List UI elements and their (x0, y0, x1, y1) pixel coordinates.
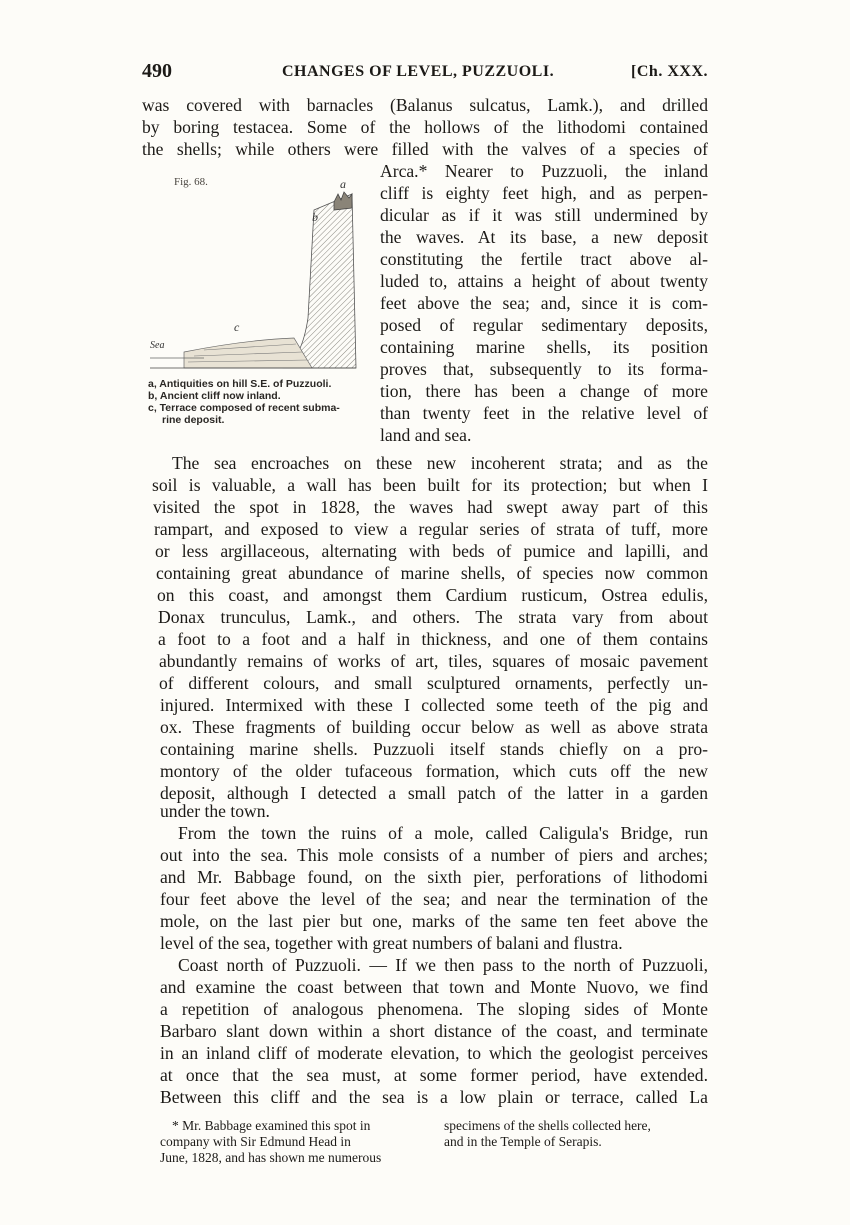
text-line: feet above the sea; and, since it is com- (380, 293, 708, 313)
text-line: Arca.* Nearer to Puzzuoli, the inland (380, 161, 708, 181)
text-line: four feet above the level of the sea; and near the termination of the (160, 889, 708, 909)
figure-letter-b: b (312, 210, 318, 224)
figure-letter-c: c (234, 320, 240, 334)
figure-label: Fig. 68. (174, 176, 208, 188)
text-line: montory of the older tufaceous formation, which cuts off the new (160, 761, 708, 781)
text-line: posed of regular sedimentary deposits, (380, 315, 708, 335)
antiquities-mark (334, 192, 352, 210)
text-line: and Mr. Babbage found, on the sixth pier, perforations of lithodomi (160, 867, 708, 887)
text-line: in an inland cliff of moderate elevation, to which the geologist perceives (160, 1043, 708, 1063)
text-line: under the town. (160, 801, 270, 821)
text-line: Donax trunculus, Lamk., and others. The strata vary from about (158, 607, 708, 627)
text-line: the waves. At its base, a new deposit (380, 227, 708, 247)
text-line: was covered with barnacles (Balanus sulcatus, Lamk.), and drilled (142, 95, 708, 115)
text-line: luded to, attains a height of about twenty (380, 271, 708, 291)
text-line: of different colours, and small sculptured ornaments, perfectly un- (159, 673, 708, 693)
footnote-line: and in the Temple of Serapis. (444, 1134, 602, 1149)
page-number: 490 (142, 60, 172, 82)
caption-line: c, Terrace composed of recent subma- (148, 402, 340, 414)
text-line: dicular as if it was still undermined by (380, 205, 708, 225)
text-line: proves that, subsequently to its forma- (380, 359, 708, 379)
caption-line: b, Ancient cliff now inland. (148, 390, 281, 402)
text-line: constituting the fertile tract above al- (380, 249, 708, 269)
text-line: and examine the coast between that town and Monte Nuovo, we find (160, 977, 708, 997)
text-line: From the town the ruins of a mole, called Caligula's Bridge, run (178, 823, 708, 843)
text-line: level of the sea, together with great numbers of balani and flustra. (160, 933, 623, 953)
terrace-shape (184, 338, 312, 368)
text-line: or less argillaceous, alternating with beds of pumice and lapilli, and (155, 541, 708, 561)
figure-letter-a: a (340, 177, 346, 191)
text-line: a repetition of analogous phenomena. The sloping sides of Monte (160, 999, 708, 1019)
text-line: containing great abundance of marine shells, of species now common (156, 563, 708, 583)
text-line: the shells; while others were filled with the valves of a species of (142, 139, 708, 159)
text-line: injured. Intermixed with these I collected some teeth of the pig and (160, 695, 708, 715)
text-line: on this coast, and amongst them Cardium rusticum, Ostrea edulis, (157, 585, 708, 605)
text-line: abundantly remains of works of art, tiles, squares of mosaic pavement (159, 651, 708, 671)
text-line: The sea encroaches on these new incoherent strata; and as the (172, 453, 708, 473)
text-line: out into the sea. This mole consists of a number of piers and arches; (160, 845, 708, 865)
text-line: at once that the sea must, at some former period, have extended. (160, 1065, 708, 1085)
footnote-line: June, 1828, and has shown me numerous (160, 1150, 382, 1165)
text-line: tion, there has been a change of more (380, 381, 708, 401)
caption-line: a, Antiquities on hill S.E. of Puzzuoli. (148, 378, 332, 390)
chapter-label: [Ch. XXX. (631, 63, 708, 80)
text-line: ox. These fragments of building occur below as well as above strata (160, 717, 708, 737)
text-line: Between this cliff and the sea is a low plain or terrace, called La (160, 1087, 708, 1107)
text-line: Coast north of Puzzuoli. — If we then pass to the north of Puzzuoli, (178, 955, 708, 975)
footnote-line: specimens of the shells collected here, (444, 1118, 651, 1133)
caption-line: rine deposit. (162, 414, 225, 426)
text-line: Barbaro slant down within a short distance of the coast, and terminate (160, 1021, 708, 1041)
text-line: containing marine shells, its position (380, 337, 708, 357)
cliff-section-diagram (144, 168, 369, 378)
page-header (118, 60, 712, 86)
text-line: by boring testacea. Some of the hollows of the lithodomi contained (142, 117, 708, 137)
text-line: cliff is eighty feet high, and as perpen- (380, 183, 708, 203)
text-line: rampart, and exposed to view a regular series of strata of tuff, more (154, 519, 708, 539)
text-line: land and sea. (380, 425, 472, 445)
footnote-line: company with Sir Edmund Head in (160, 1134, 351, 1149)
footnote-line: * Mr. Babbage examined this spot in (172, 1118, 371, 1133)
text-line: a foot to a foot and a half in thickness, and one of them contains (158, 629, 708, 649)
text-line: than twenty feet in the relative level of (380, 403, 708, 423)
text-line: mole, on the last pier but one, marks of the same ten feet above the (160, 911, 708, 931)
running-title: CHANGES OF LEVEL, PUZZUOLI. (282, 63, 555, 80)
text-line: containing marine shells. Puzzuoli itself stands chiefly on a pro- (160, 739, 708, 759)
figure-sea-label: Sea (150, 340, 165, 351)
text-line: soil is valuable, a wall has been built for its protection; but when I (152, 475, 708, 495)
text-line: deposit, although I detected a small patch of the latter in a garden (160, 783, 708, 803)
text-line: visited the spot in 1828, the waves had swept away part of this (153, 497, 708, 517)
